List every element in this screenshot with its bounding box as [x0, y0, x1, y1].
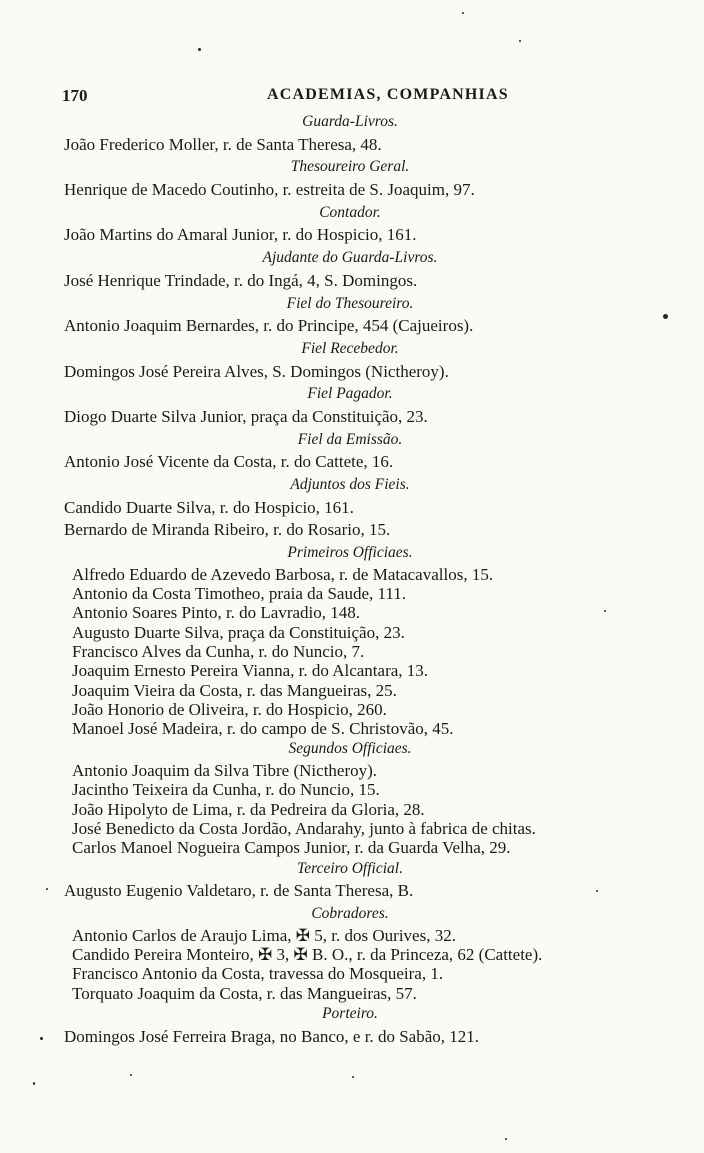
directory-entry: Joaquim Ernesto Pereira Vianna, r. do Alcantara, 13.: [72, 661, 429, 681]
entry-line: [0, 497, 704, 520]
entry-line: [0, 880, 704, 903]
paper-speck: [46, 888, 48, 890]
directory-entry: Diogo Duarte Silva Junior, praça da Constituição, 23.: [64, 406, 428, 426]
directory-entry: Antonio José Vicente da Costa, r. do Cattete, 16.: [64, 452, 394, 472]
entry-line: [0, 800, 704, 819]
paper-speck: [40, 1037, 43, 1040]
directory-entry: Alfredo Eduardo de Azevedo Barbosa, r. de Matacavallos, 15.: [72, 564, 494, 584]
section-heading: Terceiro Official.: [297, 859, 403, 877]
directory-entry: José Benedicto da Costa Jordão, Andarahy, junto à fabrica de chitas.: [72, 819, 536, 838]
page-header: [62, 86, 662, 108]
directory-entry: Antonio Joaquim da Silva Tibre (Nictheroy).: [72, 761, 378, 781]
section-heading-line: [0, 293, 704, 316]
directory-entry: Francisco Antonio da Costa, travessa do Mosqueira, 1.: [72, 964, 444, 984]
entry-line: [0, 945, 704, 964]
entry-line: [0, 838, 704, 857]
entry-line: [0, 519, 704, 542]
section-heading: Primeiros Officiaes.: [287, 544, 413, 562]
entry-line: [0, 700, 704, 719]
section-heading: Segundos Officiaes.: [288, 740, 412, 758]
section-heading-line: [0, 111, 704, 134]
directory-entry: João Honorio de Oliveira, r. do Hospicio, 260.: [72, 699, 387, 719]
paper-speck: [519, 40, 521, 42]
section-heading: Cobradores.: [311, 904, 389, 922]
entry-line: [0, 224, 704, 247]
directory-entry: Torquato Joaquim da Costa, r. das Mangueiras, 57.: [72, 983, 417, 1003]
section-heading-line: [0, 542, 704, 565]
directory-entry: Carlos Manoel Nogueira Campos Junior, r. da Guarda Velha, 29.: [72, 838, 511, 858]
section-heading: Contador.: [319, 203, 381, 221]
directory-entry: Candido Pereira Monteiro, ✠ 3, ✠ B. O., r. da Princeza, 62 (Cattete).: [72, 944, 543, 964]
entry-line: [0, 623, 704, 642]
section-heading: Fiel Pagador.: [307, 385, 393, 403]
section-heading-line: [0, 858, 704, 881]
directory-entry: Antonio Soares Pinto, r. do Lavradio, 148.: [72, 603, 361, 623]
directory-entry: Candido Duarte Silva, r. do Hospicio, 161.: [64, 497, 354, 517]
entry-line: [0, 1026, 704, 1049]
entry-line: [0, 926, 704, 945]
entry-line: [0, 642, 704, 661]
section-heading-line: [0, 1003, 704, 1026]
entry-line: [0, 964, 704, 983]
paper-speck: [596, 890, 598, 892]
section-heading: Fiel Recebedor.: [301, 339, 399, 357]
directory-entry: Domingos José Ferreira Braga, no Banco, e r. do Sabão, 121.: [64, 1026, 479, 1046]
section-heading-line: [0, 383, 704, 406]
paper-speck: [462, 12, 464, 14]
section-heading: Guarda-Livros.: [302, 113, 398, 130]
directory-entry: Joaquim Vieira da Costa, r. das Mangueiras, 25.: [72, 680, 397, 700]
section-heading-line: [0, 474, 704, 497]
section-heading: Porteiro.: [322, 1004, 378, 1022]
entry-line: [0, 603, 704, 622]
section-heading-line: [0, 247, 704, 270]
entry-line: [0, 584, 704, 603]
directory-entry: Antonio da Costa Timotheo, praia da Saude, 111.: [72, 584, 406, 604]
entry-line: [0, 780, 704, 799]
directory-entry: Antonio Joaquim Bernardes, r. do Principe, 454 (Cajueiros).: [64, 316, 474, 336]
directory-entry: João Martins do Amaral Junior, r. do Hospicio, 161.: [64, 225, 417, 245]
entry-line: [0, 819, 704, 838]
directory-entry: Jacintho Teixeira da Cunha, r. do Nuncio, 15.: [72, 780, 380, 800]
paper-speck: [604, 610, 606, 612]
section-heading-line: [0, 156, 704, 179]
section-heading-line: [0, 903, 704, 926]
section-heading: Ajudante do Guarda-Livros.: [262, 249, 438, 267]
paper-speck: [198, 48, 201, 51]
directory-entry: Manoel José Madeira, r. do campo de S. Christovão, 45.: [72, 719, 454, 739]
running-title: ACADEMIAS, COMPANHIAS: [267, 86, 509, 103]
entry-line: [0, 761, 704, 780]
section-heading-line: [0, 738, 704, 761]
paper-speck: [130, 1074, 132, 1076]
section-heading: Fiel do Thesoureiro.: [286, 294, 414, 312]
paper-speck: [663, 314, 668, 319]
directory-entry: Antonio Carlos de Araujo Lima, ✠ 5, r. dos Ourives, 32.: [72, 925, 456, 945]
entry-line: [0, 681, 704, 700]
section-heading: Thesoureiro Geral.: [290, 158, 410, 176]
directory-entry: Francisco Alves da Cunha, r. do Nuncio, 7.: [72, 641, 365, 661]
entry-line: [0, 661, 704, 680]
entry-line: [0, 719, 704, 738]
entry-line: [0, 451, 704, 474]
entry-line: [0, 361, 704, 384]
directory-entry: Henrique de Macedo Coutinho, r. estreita de S. Joaquim, 97.: [64, 180, 475, 200]
directory-entry: João Hipolyto de Lima, r. da Pedreira da Gloria, 28.: [72, 799, 425, 819]
page-body: [0, 111, 704, 1048]
paper-speck: [33, 1082, 35, 1085]
directory-entry: João Frederico Moller, r. de Santa Theresa, 48.: [64, 134, 382, 154]
directory-entry: José Henrique Trindade, r. do Ingá, 4, S. Domingos.: [64, 270, 418, 290]
entry-line: [0, 984, 704, 1003]
entry-line: [0, 315, 704, 338]
directory-entry: Domingos José Pereira Alves, S. Domingos (Nictheroy).: [64, 361, 449, 381]
section-heading-line: [0, 429, 704, 452]
entry-line: [0, 179, 704, 202]
directory-entry: Bernardo de Miranda Ribeiro, r. do Rosario, 15.: [64, 520, 391, 540]
entry-line: [0, 565, 704, 584]
section-heading-line: [0, 202, 704, 225]
section-heading: Fiel da Emissão.: [297, 430, 403, 448]
paper-speck: [352, 1076, 354, 1078]
section-heading-line: [0, 338, 704, 361]
directory-entry: Augusto Eugenio Valdetaro, r. de Santa Theresa, B.: [64, 881, 414, 901]
entry-line: [0, 270, 704, 293]
entry-line: [0, 406, 704, 429]
page-number: 170: [62, 86, 88, 105]
entry-line: [0, 134, 704, 157]
section-heading: Adjuntos dos Fieis.: [290, 476, 410, 493]
directory-entry: Augusto Duarte Silva, praça da Constituição, 23.: [72, 622, 405, 642]
paper-speck: [505, 1138, 507, 1140]
